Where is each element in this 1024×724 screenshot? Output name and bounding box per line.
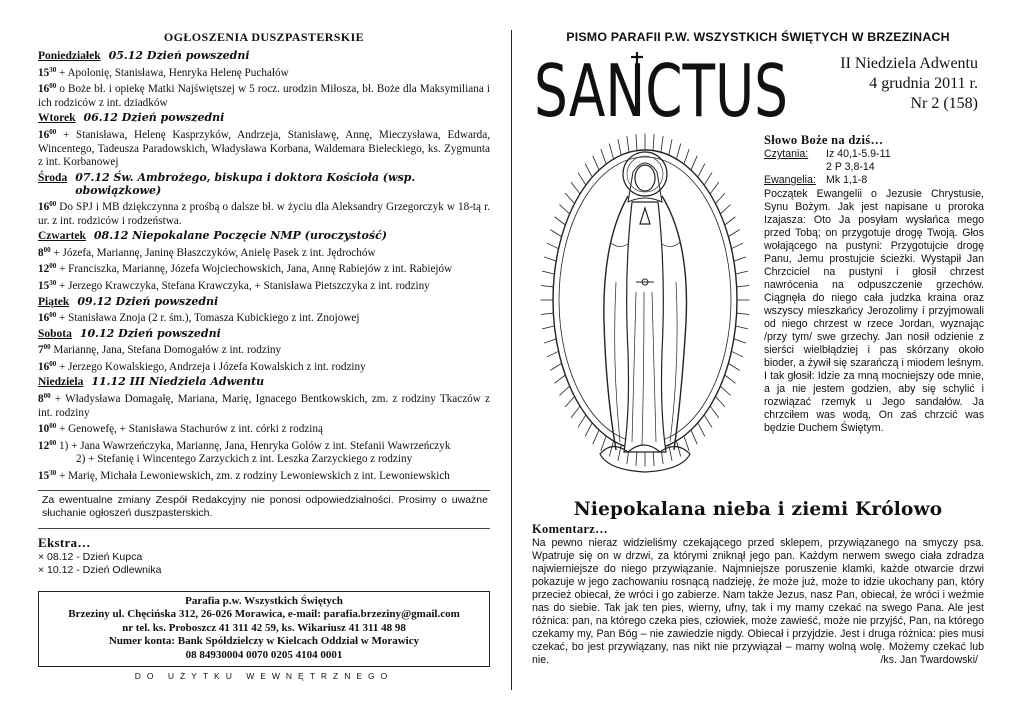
mass-time-hour: 16 (38, 128, 50, 141)
parish-account-label: Numer konta: Bank Spółdzielczy w Kielcach Oddział w Morawicy (108, 635, 420, 648)
mass-intention (38, 341, 490, 358)
mass-intention (38, 420, 490, 437)
mass-time-hour: 16 (38, 312, 50, 325)
day-name: Czwartek (38, 230, 86, 243)
day-title: 05.12 Dzień powszedni (108, 49, 250, 62)
day-block (38, 327, 490, 375)
masthead (532, 48, 984, 132)
day-name: Środa (38, 171, 68, 184)
reading-ref: 2 P 3,8-14 (826, 161, 875, 173)
mass-time-minute: 00 (43, 245, 51, 254)
day-title: 10.12 Dzień powszedni (79, 326, 221, 340)
page-divider (511, 30, 512, 690)
day-title: 11.12 III Niedziela Adwentu (91, 375, 265, 389)
word-of-god-title: Słowo Boże na dziś… (764, 133, 884, 147)
mass-time-hour: 8 (38, 246, 44, 259)
mass-time-hour: 12 (38, 439, 50, 452)
issue-number: Nr 2 (158) (910, 95, 978, 112)
mass-time-hour: 7 (38, 344, 44, 357)
ekstra-item: × 10.12 - Dzień Odlewnika (38, 563, 162, 576)
mass-time-minute: 00 (49, 359, 57, 368)
intention-text: + Franciszka, Mariannę, Józefa Wojciechowskich, Jana, Annę Rabiejów z int. Rabiejów (58, 263, 453, 276)
mass-time-minute: 00 (49, 422, 57, 431)
mass-time (38, 361, 56, 373)
mass-intention (38, 80, 490, 110)
day-name: Sobota (38, 327, 72, 340)
day-title: 09.12 Dzień powszedni (77, 294, 219, 308)
sanctus-logo (532, 49, 792, 133)
parish-phones: nr tel. ks. Proboszcz 41 311 42 59, ks. Wikariusz 41 311 48 98 (122, 621, 406, 634)
gospel-text: Początek Ewangelii o Jezusie Chrystusie, Synu Bożym. Jak jest napisane u proroka Izajasza: Oto Ja posyłam wysłańca mego przed Tobą; on przygotuje drogę Twoją. Głos wołającego na pustyni: Przygotujcie drogę Panu, Jemu prostujcie ścieżki. Wystąpił Jan Chrzciciel na pustyni i głosił chrzest nawrócenia na odpuszczenie grzechów. Ciągnęła do niego cała judzka kraina oraz wszyscy mieszkańcy Jerozolimy i przyjmowali od niego chrzest w rzece Jordan, wyznając /przy tym/ swe grzechy. Jan nosił odzienie z sierści wielbłądziej i pas skórzany około bioder, a żywił się szarańczą i miodem leśnym. I tak głosił: Idzie za mną mocniejszy ode mnie, a ja nie jestem godzien, aby się schylić i rozwiązać rzemyk u Jego sandałów. Ja chrzciłem was wodą, On zaś chrzcić was będzie Duchem Świętym. (764, 188, 984, 434)
mass-time (38, 312, 56, 324)
mass-time (38, 247, 51, 259)
commentary-signature: /ks. Jan Twardowski/ (880, 654, 978, 666)
day-header (38, 171, 490, 198)
mass-time (38, 470, 56, 482)
intention-text: + Marię, Michała Lewoniewskich, zm. z rodziny Lewoniewskich z int. Lewoniewskich (58, 470, 450, 483)
reading-ref: Iz 40,1-5.9-11 (826, 148, 891, 160)
issue-info (840, 54, 978, 114)
reading-label: Czytania: (764, 148, 809, 160)
commentary-text: Na pewno nieraz widzieliśmy czekającego przed sklepem, przywiązanego na smyczy psa. Wpatruje się on w drzwi, za którymi zniknął jego pan. Każdym nerwem swego ciała zdradza najwierniejsze do niego przywiązanie. Najmniejsze poruszenie klamki, każde otwarcie drzwi pokazuje w jego zachowaniu rosnącą nadzieję, że może już, może to idzie ukochany pan, który przecież obiecał, że wróci i go zabierze. Nam także Jezus, nasz Pan, obiecał, że wróci i weźmie nas do siebie. Tak jak ten pies, wierny, ufny, tak i my mamy czekać na swego Pana. Ale jest różnica: pan, na którego czeka pies, człowiek, może zawieść, może nie przyjść, Pan, na którego czekamy my, Pan Bóg – nie zawiedzie nigdy. Obiecał i przyjdzie. Jest i druga różnica: pies musi czekać, bo jest przywiązany, nas nikt nie przywiązał – mamy wolną wolę. Możemy czekać lub nie. (532, 537, 984, 666)
commentary-label: Komentarz… (532, 522, 608, 536)
announcements-page (38, 30, 490, 681)
day-header (38, 229, 490, 244)
intention-text: + Jerzego Krawczyka, Stefana Krawczyka, + Stanisława Pietszczyka z int. rodziny (58, 279, 430, 292)
mass-time-hour: 15 (38, 279, 50, 292)
mass-time-minute: 00 (43, 392, 51, 401)
mass-time-minute: 00 (49, 311, 57, 320)
day-name: Piątek (38, 295, 70, 308)
word-of-god-section (764, 134, 984, 435)
intention-text: 2) + Stefanię i Wincentego Zarzyckich z int. Leszka Zarzyckiego z rodziny (76, 453, 413, 466)
day-name: Niedziela (38, 376, 84, 389)
feature-area (532, 132, 984, 492)
intention-text: Do SPJ i MB dziękczynna z prośbą o dalsze bł. w życiu dla Aleksandry Grzegorczyk w 18-tą r. ur. z int. rodziców i rodzeństwa. (38, 200, 490, 227)
mass-time-minute: 00 (49, 199, 57, 208)
reading-row (764, 148, 984, 161)
day-block (38, 375, 490, 483)
intention-text: + Władysława Domagałę, Mariana, Marię, Ignacego Bentkowskich, zm. z rodziny Tkaczów z int. rodziny (38, 393, 491, 419)
day-block (38, 49, 490, 110)
mass-intention (38, 437, 490, 454)
mass-time (38, 83, 56, 95)
intention-text: + Apolonię, Stanisława, Henryka Helenę Puchałów (58, 66, 289, 79)
mass-time-minute: 00 (49, 262, 57, 271)
mass-time-hour: 16 (38, 200, 50, 213)
mass-intention (38, 198, 490, 228)
ekstra-title: Ekstra… (38, 534, 91, 550)
mass-time-minute: 00 (49, 438, 57, 447)
mass-time-hour: 15 (38, 470, 50, 483)
ekstra-item: × 08.12 - Dzień Kupca (38, 550, 143, 563)
reading-label: Ewangelia: (764, 174, 816, 186)
mass-intention (38, 126, 490, 170)
parish-name: Parafia p.w. Wszystkich Świętych (185, 594, 343, 607)
announcements-list (38, 49, 490, 484)
mass-intention (38, 260, 490, 277)
day-block (38, 295, 490, 326)
intention-text: + Stanisława, Helenę Kasprzyków, Andrzeja, Stanisławę, Annę, Mieczysława, Edwarda, Wincentego, Tadeusza Paradowskich, Władysława Korbana, Waldemara Bieleckiego, ks. Zygmunta z int. Korbanowej (38, 128, 491, 169)
day-header (38, 49, 490, 64)
mass-time (38, 129, 56, 141)
intention-text: 1) + Jana Wawrzeńczyka, Mariannę, Jana, Henryka Golów z int. Stefanii Wawrzeńczyk (58, 439, 451, 452)
intention-text: + Józefa, Mariannę, Janinę Błaszczyków, Anielę Pasek z int. Jędrochów (53, 246, 376, 259)
headline: Niepokalana nieba i ziemi Królowo (573, 499, 943, 520)
mass-time-minute: 00 (49, 82, 57, 91)
mass-time (38, 67, 56, 79)
reading-ref: Mk 1,1-8 (826, 174, 868, 186)
virgin-mary-illustration (532, 132, 758, 492)
reading-label (764, 161, 826, 174)
issue-sunday: II Niedziela Adwentu (840, 55, 978, 72)
intention-text: Mariannę, Jana, Stefana Domogałów z int. rodziny (53, 344, 282, 357)
mass-time-hour: 16 (38, 360, 50, 373)
day-block (38, 111, 490, 169)
mass-time-hour: 12 (38, 263, 50, 276)
internal-use-label: DO UŻYTKU WEWNĘTRZNEGO (134, 671, 394, 682)
day-block (38, 171, 490, 228)
parish-address: Brzeziny ul. Chęcińska 312, 26-026 Morawica, e-mail: parafia.brzeziny@gmail.com (68, 608, 460, 621)
journal-page (532, 30, 984, 666)
parish-account-number: 08 84930004 0070 0205 4104 0001 (185, 648, 343, 661)
reading-row (764, 174, 984, 187)
mass-time (38, 201, 56, 213)
mass-time (38, 280, 56, 292)
mass-time (38, 344, 51, 356)
day-block (38, 229, 490, 293)
mass-intention (38, 244, 490, 261)
mass-time (38, 440, 56, 452)
intention-text: + Jerzego Kowalskiego, Andrzeja i Józefa Kowalskich z int. rodziny (58, 360, 366, 373)
mass-time-minute: 00 (49, 127, 57, 136)
day-title: 07.12 Św. Ambrożego, biskupa i doktora Kościoła (wsp. obowiązkowe) (75, 170, 416, 198)
day-title: 06.12 Dzień powszedni (83, 111, 225, 125)
mass-time-minute: 30 (49, 65, 57, 74)
mass-time-minute: 00 (43, 343, 51, 352)
day-header (38, 375, 490, 390)
mass-intention (38, 64, 490, 81)
mass-intention (38, 358, 490, 375)
mass-intention (38, 277, 490, 294)
mass-intention (38, 390, 490, 420)
mass-time-hour: 10 (38, 423, 50, 436)
ekstra-section (38, 535, 490, 577)
journal-header: PISMO PARAFII P.W. WSZYSTKICH ŚWIĘTYCH W BRZEZINACH (566, 30, 950, 44)
day-title: 08.12 Niepokalane Poczęcie NMP (uroczystość) (93, 229, 387, 243)
intention-text: + Genowefę, + Stanisława Stachurów z int. córki z rodziną (58, 423, 323, 436)
day-name: Poniedziałek (38, 50, 101, 62)
intention-text: + Stanisława Znoja (2 r. śm.), Tomasza Kubickiego z int. Znojowej (58, 312, 360, 325)
parish-contact-box (38, 591, 490, 668)
day-name: Wtorek (38, 112, 76, 125)
mass-time (38, 263, 56, 275)
mass-time-hour: 15 (38, 66, 50, 79)
issue-date: 4 grudnia 2011 r. (869, 75, 978, 92)
mass-time-minute: 30 (49, 469, 57, 478)
mass-time-hour: 8 (38, 393, 44, 406)
mass-time (38, 423, 56, 435)
editorial-note: Za ewentualne zmiany Zespół Redakcyjny nie ponosi odpowiedzialności. Prosimy o uważne słuchanie ogłoszeń duszpasterskich. (38, 490, 490, 529)
day-header (38, 111, 490, 126)
day-header (38, 327, 490, 342)
announcements-title: OGŁOSZENIA DUSZPASTERSKIE (163, 30, 365, 44)
mass-time-hour: 16 (38, 83, 50, 96)
mass-intention (38, 309, 490, 326)
mass-time (38, 393, 51, 405)
mass-intention (38, 453, 490, 467)
intention-text: o Boże bł. i opiekę Matki Najświętszej w 5 rocz. urodzin Miłosza, bł. Boże dla Maksymiliana i ich rodziców z int. dziadków (38, 83, 491, 109)
day-header (38, 295, 490, 310)
mass-intention (38, 467, 490, 484)
logo-text: SANCTUS (534, 49, 788, 133)
reading-row (764, 161, 984, 174)
mass-time-minute: 30 (49, 278, 57, 287)
